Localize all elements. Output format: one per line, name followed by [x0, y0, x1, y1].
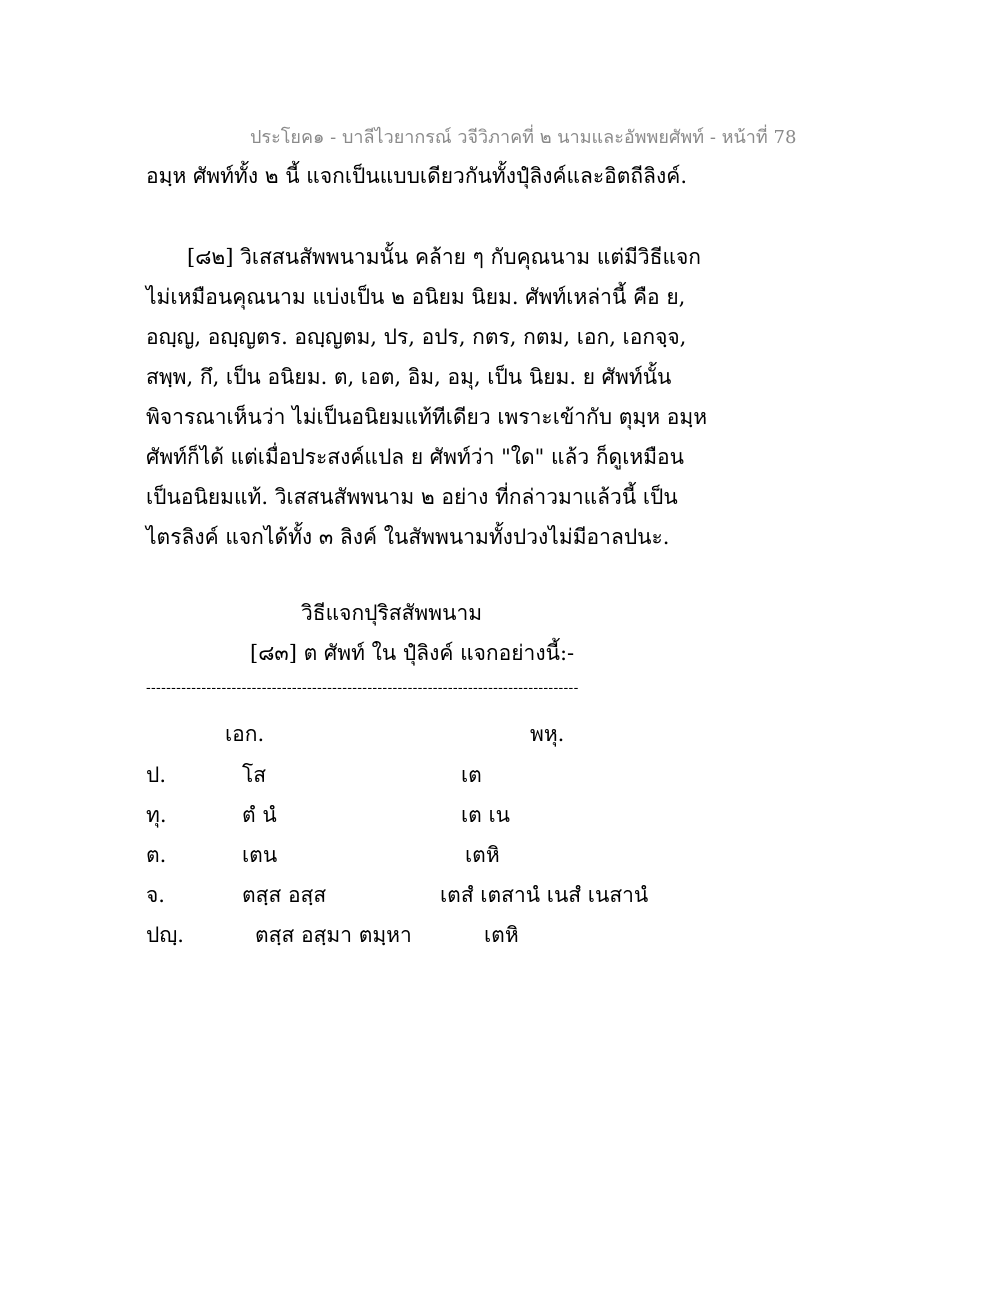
section-title: วิธีแจกปุริสสัพพนาม — [301, 601, 483, 625]
paragraph-line: ไม่เหมือนคุณนาม แบ่งเป็น ๒ อนิยม นิยม. ศัพท์เหล่านี้ คือ ย, — [146, 285, 686, 309]
singular-form: ตสฺส อสฺมา ตมฺหา — [255, 923, 412, 947]
case-label: ทุ. — [146, 803, 167, 827]
plural-form: เต — [461, 763, 482, 787]
case-label: ป. — [146, 763, 167, 787]
page-header: ประโยค๑ - บาลีไวยากรณ์ วจีวิภาคที่ ๒ นามและอัพพยศัพท์ - หน้าที่ 78 — [250, 127, 797, 148]
plural-form: เต เน — [461, 803, 511, 827]
case-label: ปญฺ. — [146, 923, 184, 947]
divider: -------------------------------------------------------------------------------------- — [146, 680, 579, 696]
paragraph-line: อญฺญ, อญฺญตร. อญฺญตม, ปร, อปร, กตร, กตม, เอก, เอกจฺจ, — [146, 325, 687, 349]
singular-form: ตํ นํ — [242, 803, 277, 827]
header-singular: เอก. — [225, 722, 265, 746]
paragraph-line: ไตรลิงค์ แจกได้ทั้ง ๓ ลิงค์ ในสัพพนามทั้งปวงไม่มีอาลปนะ. — [146, 525, 670, 549]
case-label: ต. — [146, 843, 167, 867]
paragraph-line: ศัพท์ก็ได้ แต่เมื่อประสงค์แปล ย ศัพท์ว่า "ใด" แล้ว ก็ดูเหมือน — [146, 445, 685, 469]
section-subtitle: [๘๓] ต ศัพท์ ใน ปุํลิงค์ แจกอย่างนี้:- — [250, 641, 575, 665]
header-plural: พหุ. — [530, 722, 565, 746]
singular-form: เตน — [242, 843, 278, 867]
singular-form: ตสฺส อสฺส — [242, 883, 327, 907]
paragraph-line: สพฺพ, กึ, เป็น อนิยม. ต, เอต, อิม, อมุ, เป็น นิยม. ย ศัพท์นั้น — [146, 365, 672, 389]
plural-form: เตสํ เตสานํ เนสํ เนสานํ — [440, 883, 649, 907]
case-label: จ. — [146, 883, 165, 907]
paragraph-line: [๘๒] วิเสสนสัพพนามนั้น คล้าย ๆ กับคุณนาม แต่มีวิธีแจก — [187, 245, 702, 269]
singular-form: โส — [242, 763, 267, 787]
plural-form: เตหิ — [484, 923, 519, 947]
paragraph-line: พิจารณาเห็นว่า ไม่เป็นอนิยมแท้ทีเดียว เพราะเข้ากับ ตุมฺห อมฺห — [146, 405, 708, 429]
paragraph-line: เป็นอนิยมแท้. วิเสสนสัพพนาม ๒ อย่าง ที่กล่าวมาแล้วนี้ เป็น — [146, 485, 678, 509]
paragraph-line: อมฺห ศัพท์ทั้ง ๒ นี้ แจกเป็นแบบเดียวกันทั้งปุํลิงค์และอิตถีลิงค์. — [146, 164, 687, 188]
plural-form: เตหิ — [465, 843, 500, 867]
